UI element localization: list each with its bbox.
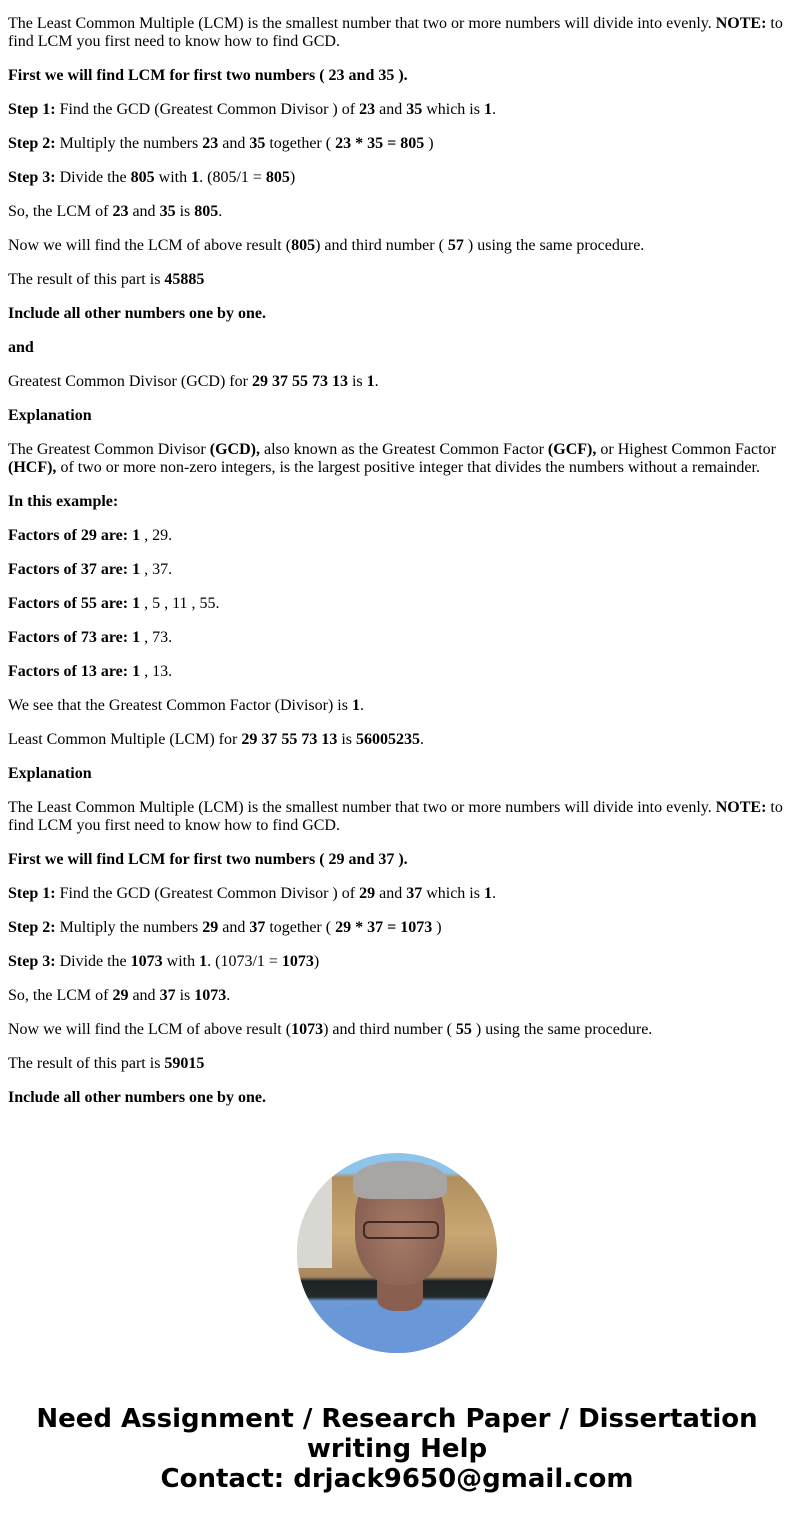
text: Multiply the numbers bbox=[55, 135, 203, 152]
bold-text: 29 * 37 = 1073 bbox=[335, 919, 433, 936]
text: and bbox=[128, 987, 160, 1004]
text: with bbox=[154, 169, 192, 186]
bold-text: Step 1: bbox=[8, 885, 56, 902]
paragraph bbox=[8, 373, 786, 391]
bold-text: 805 bbox=[130, 169, 155, 186]
text: ) bbox=[313, 953, 320, 970]
text: , 29. bbox=[140, 527, 173, 544]
text: Divide the bbox=[55, 953, 131, 970]
bold-text: 29 37 55 73 13 bbox=[241, 731, 338, 748]
paragraph bbox=[8, 203, 786, 221]
bold-text: NOTE: bbox=[715, 15, 767, 32]
text: is bbox=[175, 987, 195, 1004]
bold-text: Step 3: bbox=[8, 953, 56, 970]
paragraph bbox=[8, 527, 786, 545]
paragraph bbox=[8, 731, 786, 749]
text: , 5 , 11 , 55. bbox=[140, 595, 220, 612]
text: . bbox=[359, 697, 364, 714]
bold-text: Factors of 55 are: 1 bbox=[8, 595, 141, 612]
paragraph bbox=[8, 851, 786, 869]
bold-text: 37 bbox=[249, 919, 266, 936]
photo-neck bbox=[377, 1281, 423, 1311]
bold-text: Include all other numbers one by one. bbox=[8, 1089, 266, 1106]
bold-text: 23 bbox=[112, 203, 129, 220]
text: The result of this part is bbox=[8, 271, 165, 288]
bold-text: Explanation bbox=[8, 407, 92, 424]
bold-text: 59015 bbox=[164, 1055, 205, 1072]
bold-text: First we will find LCM for first two numbers ( 23 and 35 ). bbox=[8, 67, 408, 84]
bold-text: 35 bbox=[159, 203, 176, 220]
bold-text: 805 bbox=[291, 237, 316, 254]
text: . bbox=[374, 373, 379, 390]
text: Now we will find the LCM of above result ( bbox=[8, 237, 292, 254]
text: . bbox=[491, 101, 496, 118]
bold-text: 1073 bbox=[281, 953, 314, 970]
text: of two or more non-zero integers, is the largest positive integer that divides the numbers without a remainder. bbox=[56, 459, 760, 476]
text: Find the GCD (Greatest Common Divisor ) of bbox=[55, 101, 360, 118]
bold-text: Include all other numbers one by one. bbox=[8, 305, 266, 322]
bold-text: Explanation bbox=[8, 765, 92, 782]
bold-text: 1 bbox=[483, 885, 492, 902]
bold-text: 1073 bbox=[194, 987, 227, 1004]
bold-text: 57 bbox=[447, 237, 464, 254]
bold-text: Factors of 73 are: 1 bbox=[8, 629, 141, 646]
text: together ( bbox=[265, 135, 336, 152]
text: ) bbox=[432, 919, 442, 936]
text: or Highest Common Factor bbox=[596, 441, 776, 458]
bold-text: 1073 bbox=[130, 953, 163, 970]
text: ) and third number ( bbox=[323, 1021, 456, 1038]
bold-text: 29 bbox=[202, 919, 219, 936]
text: is bbox=[337, 731, 356, 748]
text: ) using the same procedure. bbox=[463, 237, 645, 254]
bold-text: (GCD), bbox=[209, 441, 260, 458]
text: , 37. bbox=[140, 561, 173, 578]
bold-text: 23 * 35 = 805 bbox=[335, 135, 425, 152]
text: is bbox=[347, 373, 367, 390]
text: ) and third number ( bbox=[315, 237, 448, 254]
bold-text: NOTE: bbox=[715, 799, 767, 816]
paragraph bbox=[8, 799, 786, 835]
text: ) bbox=[424, 135, 434, 152]
text: , 73. bbox=[140, 629, 173, 646]
paragraph bbox=[8, 765, 786, 783]
paragraph bbox=[8, 663, 786, 681]
photo-wall-switch bbox=[297, 1178, 332, 1268]
text: . (1073/1 = bbox=[207, 953, 282, 970]
text: We see that the Greatest Common Factor (Divisor) is bbox=[8, 697, 352, 714]
text: Multiply the numbers bbox=[55, 919, 203, 936]
banner-line-3: Contact: drjack9650@gmail.com bbox=[160, 1464, 634, 1494]
paragraph bbox=[8, 885, 786, 903]
bold-text: 1 bbox=[366, 373, 375, 390]
text: and bbox=[375, 101, 407, 118]
bold-text: 1073 bbox=[291, 1021, 324, 1038]
bold-text: 55 bbox=[455, 1021, 472, 1038]
bold-text: 1 bbox=[351, 697, 360, 714]
text: ) bbox=[289, 169, 296, 186]
bold-text: 23 bbox=[359, 101, 376, 118]
bold-text: 37 bbox=[406, 885, 423, 902]
text: and bbox=[218, 135, 250, 152]
photo-hair bbox=[353, 1161, 447, 1199]
paragraph bbox=[8, 339, 786, 357]
text: which is bbox=[422, 885, 484, 902]
paragraph bbox=[8, 169, 786, 187]
text: and bbox=[128, 203, 160, 220]
bold-text: 29 bbox=[359, 885, 376, 902]
text: with bbox=[162, 953, 200, 970]
paragraph bbox=[8, 15, 786, 51]
paragraph bbox=[8, 67, 786, 85]
bold-text: 1 bbox=[199, 953, 208, 970]
text: , 13. bbox=[140, 663, 173, 680]
bold-text: Factors of 29 are: 1 bbox=[8, 527, 141, 544]
text: . bbox=[419, 731, 424, 748]
paragraph bbox=[8, 987, 786, 1005]
bold-text: Step 2: bbox=[8, 919, 56, 936]
text: So, the LCM of bbox=[8, 203, 113, 220]
paragraph bbox=[8, 595, 786, 613]
text: The Greatest Common Divisor bbox=[8, 441, 210, 458]
bold-text: 29 bbox=[112, 987, 129, 1004]
text: Greatest Common Divisor (GCD) for bbox=[8, 373, 252, 390]
paragraph bbox=[8, 629, 786, 647]
bold-text: 1 bbox=[483, 101, 492, 118]
author-photo bbox=[297, 1153, 497, 1353]
text: to find LCM you first need to know how to find GCD. bbox=[8, 15, 783, 50]
text: and bbox=[218, 919, 250, 936]
banner-line-2: writing Help bbox=[306, 1434, 488, 1464]
bold-text: Step 1: bbox=[8, 101, 56, 118]
text: is bbox=[175, 203, 195, 220]
text: and bbox=[375, 885, 407, 902]
bold-text: (GCF), bbox=[547, 441, 597, 458]
paragraph bbox=[8, 101, 786, 119]
text: . (805/1 = bbox=[199, 169, 266, 186]
text: Now we will find the LCM of above result ( bbox=[8, 1021, 292, 1038]
text: ) using the same procedure. bbox=[471, 1021, 653, 1038]
text: So, the LCM of bbox=[8, 987, 113, 1004]
contact-banner bbox=[0, 1404, 794, 1494]
bold-text: 805 bbox=[194, 203, 219, 220]
bold-text: 45885 bbox=[164, 271, 205, 288]
bold-text: Factors of 37 are: 1 bbox=[8, 561, 141, 578]
text: also known as the Greatest Common Factor bbox=[259, 441, 548, 458]
paragraph bbox=[8, 1021, 786, 1039]
bold-text: In this example: bbox=[8, 493, 119, 510]
paragraph bbox=[8, 1089, 786, 1107]
bold-text: 1 bbox=[191, 169, 200, 186]
bold-text: 37 bbox=[159, 987, 176, 1004]
paragraph bbox=[8, 237, 786, 255]
bold-text: 23 bbox=[202, 135, 219, 152]
solution-text bbox=[8, 15, 786, 1123]
paragraph bbox=[8, 561, 786, 579]
bold-text: First we will find LCM for first two numbers ( 29 and 37 ). bbox=[8, 851, 408, 868]
paragraph bbox=[8, 407, 786, 425]
bold-text: 56005235 bbox=[355, 731, 420, 748]
bold-text: 35 bbox=[249, 135, 266, 152]
text: . bbox=[226, 987, 231, 1004]
bold-text: 29 37 55 73 13 bbox=[251, 373, 348, 390]
bold-text: 805 bbox=[265, 169, 290, 186]
paragraph bbox=[8, 1055, 786, 1073]
bold-text: (HCF), bbox=[8, 459, 57, 476]
paragraph bbox=[8, 697, 786, 715]
paragraph bbox=[8, 953, 786, 971]
paragraph bbox=[8, 305, 786, 323]
text: to find LCM you first need to know how to find GCD. bbox=[8, 799, 783, 834]
text: The Least Common Multiple (LCM) is the smallest number that two or more numbers will divide into evenly. bbox=[8, 799, 716, 816]
bold-text: Step 2: bbox=[8, 135, 56, 152]
banner-line-1: Need Assignment / Research Paper / Dissertation bbox=[36, 1404, 758, 1434]
text: The result of this part is bbox=[8, 1055, 165, 1072]
paragraph bbox=[8, 441, 786, 477]
text: Find the GCD (Greatest Common Divisor ) of bbox=[55, 885, 360, 902]
text: Least Common Multiple (LCM) for bbox=[8, 731, 242, 748]
text: together ( bbox=[265, 919, 336, 936]
text: . bbox=[218, 203, 223, 220]
paragraph bbox=[8, 271, 786, 289]
photo-glasses bbox=[363, 1221, 439, 1239]
bold-text: 35 bbox=[406, 101, 423, 118]
paragraph bbox=[8, 493, 786, 511]
text: which is bbox=[422, 101, 484, 118]
bold-text: Factors of 13 are: 1 bbox=[8, 663, 141, 680]
text: The Least Common Multiple (LCM) is the smallest number that two or more numbers will divide into evenly. bbox=[8, 15, 716, 32]
paragraph bbox=[8, 919, 786, 937]
paragraph bbox=[8, 135, 786, 153]
text: . bbox=[491, 885, 496, 902]
bold-text: and bbox=[8, 339, 34, 356]
bold-text: Step 3: bbox=[8, 169, 56, 186]
text: Divide the bbox=[55, 169, 131, 186]
